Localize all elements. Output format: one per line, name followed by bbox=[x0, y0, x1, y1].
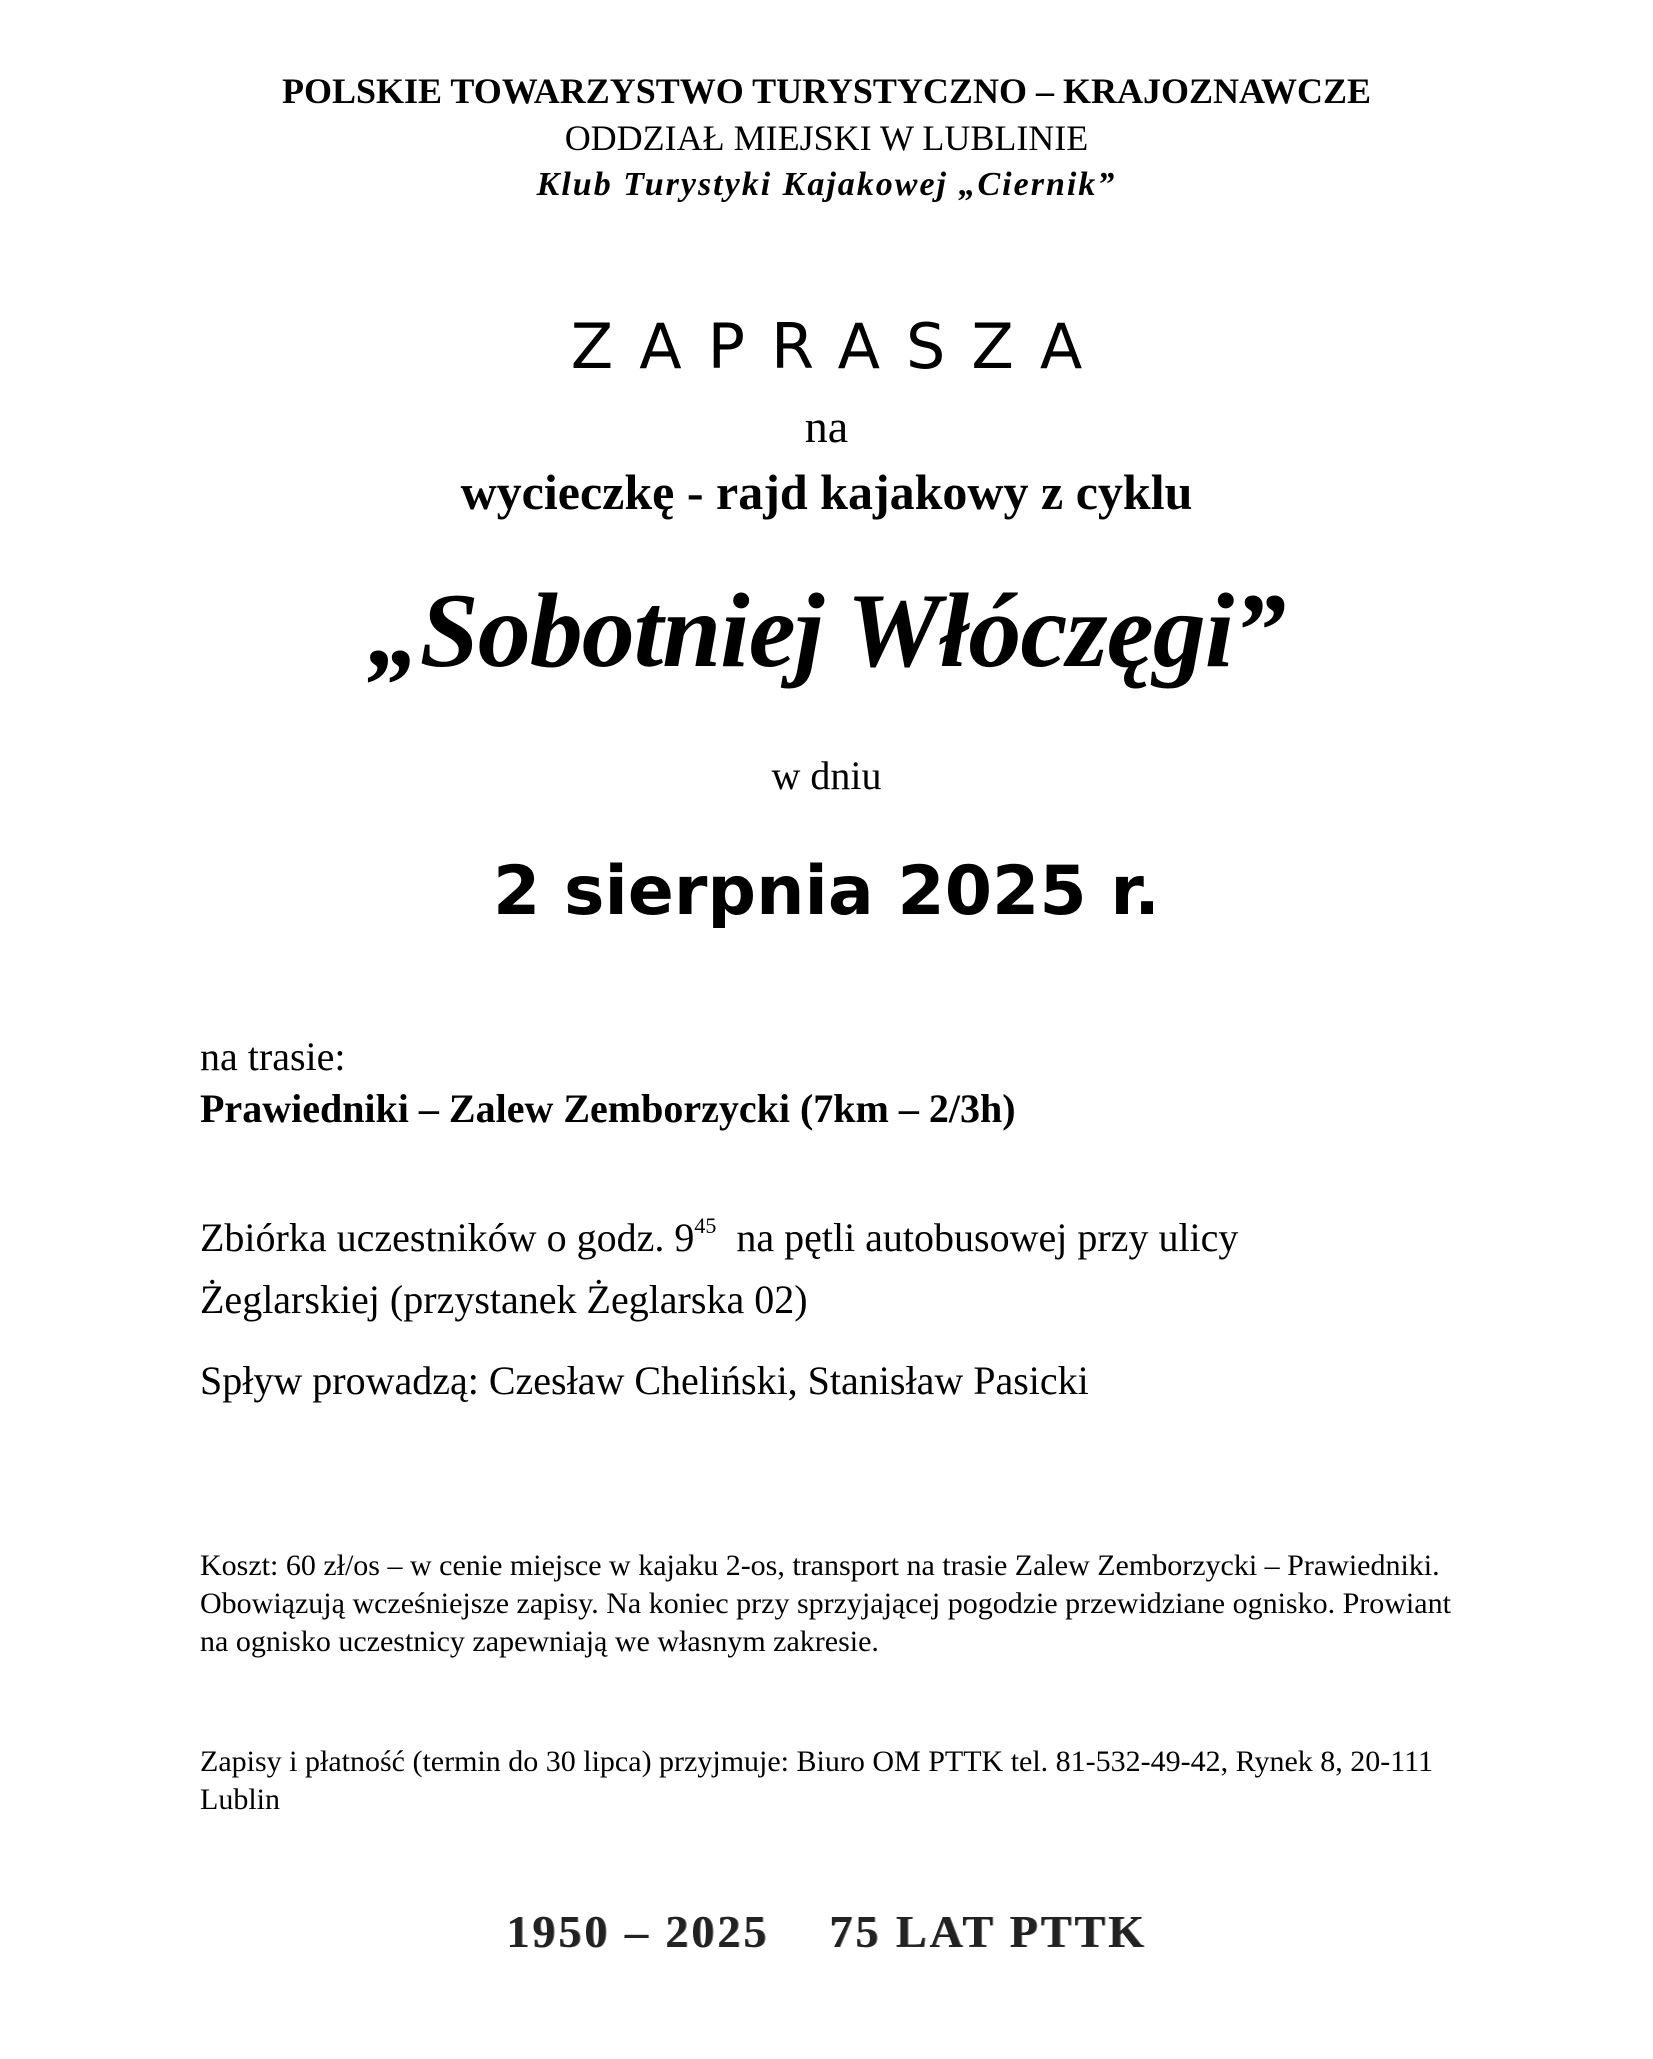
footer-anniversary: 75 LAT PTTK bbox=[829, 1906, 1147, 1957]
invitation-preposition: na bbox=[804, 401, 849, 452]
organization-name: POLSKIE TOWARZYSTWO TURYSTYCZNO – KRAJOZNAWCZE bbox=[282, 71, 1371, 111]
meeting-time-minutes: 45 bbox=[694, 1213, 717, 1238]
trip-type: wycieczkę - rajd kajakowy z cyklu bbox=[460, 464, 1193, 520]
route-value: Prawiedniki – Zalew Zemborzycki (7km – 2/3h) bbox=[200, 1086, 1016, 1131]
anniversary-footer bbox=[0, 1905, 1653, 1958]
invitation-heading: ZAPRASZA bbox=[570, 310, 1109, 383]
club-name: Klub Turystyki Kajakowej „Ciernik” bbox=[536, 166, 1117, 203]
meeting-line-2: Żeglarskiej (przystanek Żeglarska 02) bbox=[200, 1277, 808, 1322]
meeting-text-after: na pętli autobusowej przy ulicy bbox=[716, 1215, 1239, 1260]
notes-block bbox=[200, 1547, 1460, 1661]
branch-name: ODDZIAŁ MIEJSKI W LUBLINIE bbox=[564, 118, 1089, 158]
signup-note: Zapisy i płatność (termin do 30 lipca) przyjmuje: Biuro OM PTTK tel. 81-532-49-42, Rynek 8, 20-111 Lublin bbox=[200, 1745, 1434, 1816]
route-label: na trasie: bbox=[200, 1034, 346, 1079]
trip-leaders: Spływ prowadzą: Czesław Cheliński, Stanisław Pasicki bbox=[200, 1358, 1089, 1403]
date-intro: w dniu bbox=[771, 753, 882, 798]
event-date: 2 sierpnia 2025 r. bbox=[493, 852, 1160, 931]
meeting-info bbox=[200, 1210, 1238, 1328]
rules-note: Obowiązują wcześniejsze zapisy. Na koniec przy sprzyjającej pogodzie przewidziane ognisko. Prowiant na ognisko uczestnicy zapewniają we własnym zakresie. bbox=[200, 1587, 1451, 1658]
series-title: „Sobotniej Włóczęgi” bbox=[367, 572, 1286, 689]
footer-years: 1950 – 2025 bbox=[506, 1906, 770, 1957]
meeting-text-before: Zbiórka uczestników o godz. 9 bbox=[200, 1215, 695, 1260]
meeting-line-1 bbox=[200, 1210, 1238, 1272]
cost-note: Koszt: 60 zł/os – w cenie miejsce w kajaku 2-os, transport na trasie Zalew Zemborzycki – Prawiedniki. bbox=[200, 1549, 1440, 1582]
